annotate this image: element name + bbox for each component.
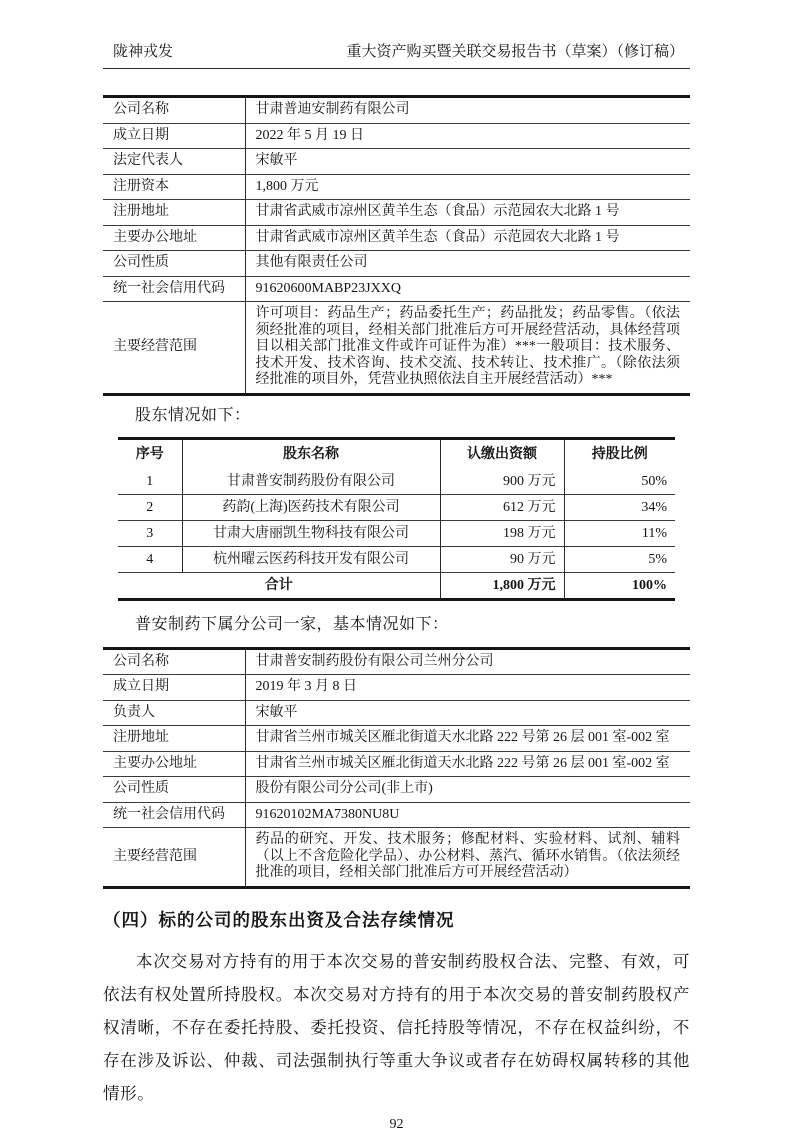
table-row <box>103 675 690 701</box>
field-label: 公司性质 <box>103 251 245 277</box>
cell-name: 甘肃大唐丽凯生物科技有限公司 <box>182 520 440 546</box>
branch-company-info-table <box>103 647 690 889</box>
cell-no: 1 <box>118 469 182 495</box>
table-row <box>103 777 690 803</box>
column-header-ratio: 持股比例 <box>591 446 648 462</box>
table-row <box>118 469 675 495</box>
section-paragraph: 本次交易对方持有的用于本次交易的普安制药股权合法、完整、有效，可依法有权处置所持股权。本次交易对方持有的用于本次交易的普安制药股权产权清晰，不存在委托持股、委托投资、信托持股等情况，不存在权益纠纷，不存在涉及诉讼、仲裁、司法强制执行等重大争议或者存在妨碍权属转移的其他情形。 <box>103 951 690 1103</box>
field-label: 注册地址 <box>103 200 245 226</box>
document-header <box>103 42 690 69</box>
field-label: 注册地址 <box>103 726 245 752</box>
page-number: 92 <box>389 1116 404 1132</box>
field-value: 甘肃普安制药股份有限公司兰州分公司 <box>255 653 494 669</box>
field-value: 甘肃省武威市凉州区黄羊生态（食品）示范园农大北路 1 号 <box>255 229 620 245</box>
table-row <box>103 97 690 124</box>
field-label: 公司性质 <box>103 777 245 803</box>
field-value: 1,800 万元 <box>255 178 319 194</box>
table-row <box>103 648 690 675</box>
table-row <box>103 700 690 726</box>
table-row <box>103 123 690 149</box>
field-label: 主要经营范围 <box>103 302 245 395</box>
table-row <box>103 751 690 777</box>
cell-amount: 198 万元 <box>440 520 564 546</box>
total-ratio: 100% <box>632 577 667 593</box>
cell-no: 3 <box>118 520 182 546</box>
cell-amount: 90 万元 <box>440 546 564 572</box>
field-label: 主要办公地址 <box>103 225 245 251</box>
table-row <box>103 726 690 752</box>
cell-name: 甘肃普安制药股份有限公司 <box>182 469 440 495</box>
cell-ratio: 5% <box>648 551 667 567</box>
column-header-amount: 认缴出资额 <box>440 438 564 469</box>
field-value: 91620600MABP23JXXQ <box>255 280 401 296</box>
field-label: 公司名称 <box>103 97 245 124</box>
field-value: 2022 年 5 月 19 日 <box>255 127 364 143</box>
field-value: 宋敏平 <box>255 704 298 720</box>
column-header-no: 序号 <box>118 438 182 469</box>
section-heading: （四）标的公司的股东出资及合法存续情况 <box>103 909 455 930</box>
field-value: 其他有限责任公司 <box>255 255 368 270</box>
cell-amount: 900 万元 <box>440 469 564 495</box>
field-label: 主要办公地址 <box>103 751 245 777</box>
report-title: 重大资产购买暨关联交易报告书（草案）（修订稿） <box>346 44 684 60</box>
shareholder-table <box>118 437 675 601</box>
field-value: 2019 年 3 月 8 日 <box>255 679 357 694</box>
field-value: 甘肃普迪安制药有限公司 <box>255 102 410 117</box>
table-total-row <box>118 572 675 599</box>
table-row <box>103 251 690 277</box>
table-row <box>103 302 690 395</box>
table-row <box>118 520 675 546</box>
table-row <box>103 174 690 200</box>
cell-no: 4 <box>118 546 182 572</box>
total-amount: 1,800 万元 <box>440 572 564 599</box>
field-value: 股份有限公司分公司(非上市) <box>255 781 433 796</box>
cell-ratio: 34% <box>641 499 667 515</box>
field-value: 许可项目：药品生产；药品委托生产；药品批发；药品零售。（依法须经批准的项目，经相关部门批准后方可开展经营活动，具体经营项目以相关部门批准文件或许可证件为准）***一般项目：技术服务、技术开发、技术咨询、技术交流、技术转让、技术推广。（除依法须经批准的项目外，凭营业执照依法自主开展经营活动）*** <box>255 306 680 387</box>
table-row <box>103 828 690 888</box>
column-header-name: 股东名称 <box>182 438 440 469</box>
branch-intro: 普安制药下属分公司一家，基本情况如下： <box>135 615 449 633</box>
field-label: 成立日期 <box>103 123 245 149</box>
table-row <box>118 494 675 520</box>
field-label: 负责人 <box>103 700 245 726</box>
table-row <box>103 802 690 828</box>
table-row <box>103 225 690 251</box>
cell-no: 2 <box>118 494 182 520</box>
cell-amount: 612 万元 <box>440 494 564 520</box>
target-company-info-table <box>103 95 690 396</box>
cell-name: 杭州曜云医药科技开发有限公司 <box>182 546 440 572</box>
total-label: 合计 <box>118 572 440 599</box>
field-label: 成立日期 <box>103 675 245 701</box>
field-label: 法定代表人 <box>103 149 245 175</box>
field-label: 统一社会信用代码 <box>103 802 245 828</box>
field-value: 甘肃省武威市凉州区黄羊生态（食品）示范园农大北路 1 号 <box>255 204 620 219</box>
field-value: 宋敏平 <box>255 153 298 168</box>
table-header-row <box>118 438 675 469</box>
table-row <box>103 149 690 175</box>
cell-ratio: 11% <box>641 525 667 541</box>
field-value: 甘肃省兰州市城关区雁北街道天水北路 222 号第 26 层 001 室-002 室 <box>255 755 670 771</box>
cell-name: 药韵(上海)医药技术有限公司 <box>182 494 440 520</box>
field-label: 主要经营范围 <box>103 828 245 888</box>
field-value: 91620102MA7380NU8U <box>255 806 400 822</box>
shareholders-intro: 股东情况如下： <box>135 406 251 424</box>
field-label: 统一社会信用代码 <box>103 276 245 302</box>
field-label: 公司名称 <box>103 648 245 675</box>
table-row <box>103 276 690 302</box>
table-row <box>103 200 690 226</box>
table-row <box>118 546 675 572</box>
field-value: 药品的研究、开发、技术服务；修配材料、实验材料、试剂、辅料（以上不含危险化学品）、办公材料、蒸汽、循环水销售。（依法须经批准的项目，经相关部门批准后方可开展经营活动） <box>255 832 680 880</box>
company-short-name: 陇神戎发 <box>113 44 174 60</box>
cell-ratio: 50% <box>641 473 667 489</box>
field-value: 甘肃省兰州市城关区雁北街道天水北路 222 号第 26 层 001 室-002 室 <box>255 730 670 745</box>
field-label: 注册资本 <box>103 174 245 200</box>
